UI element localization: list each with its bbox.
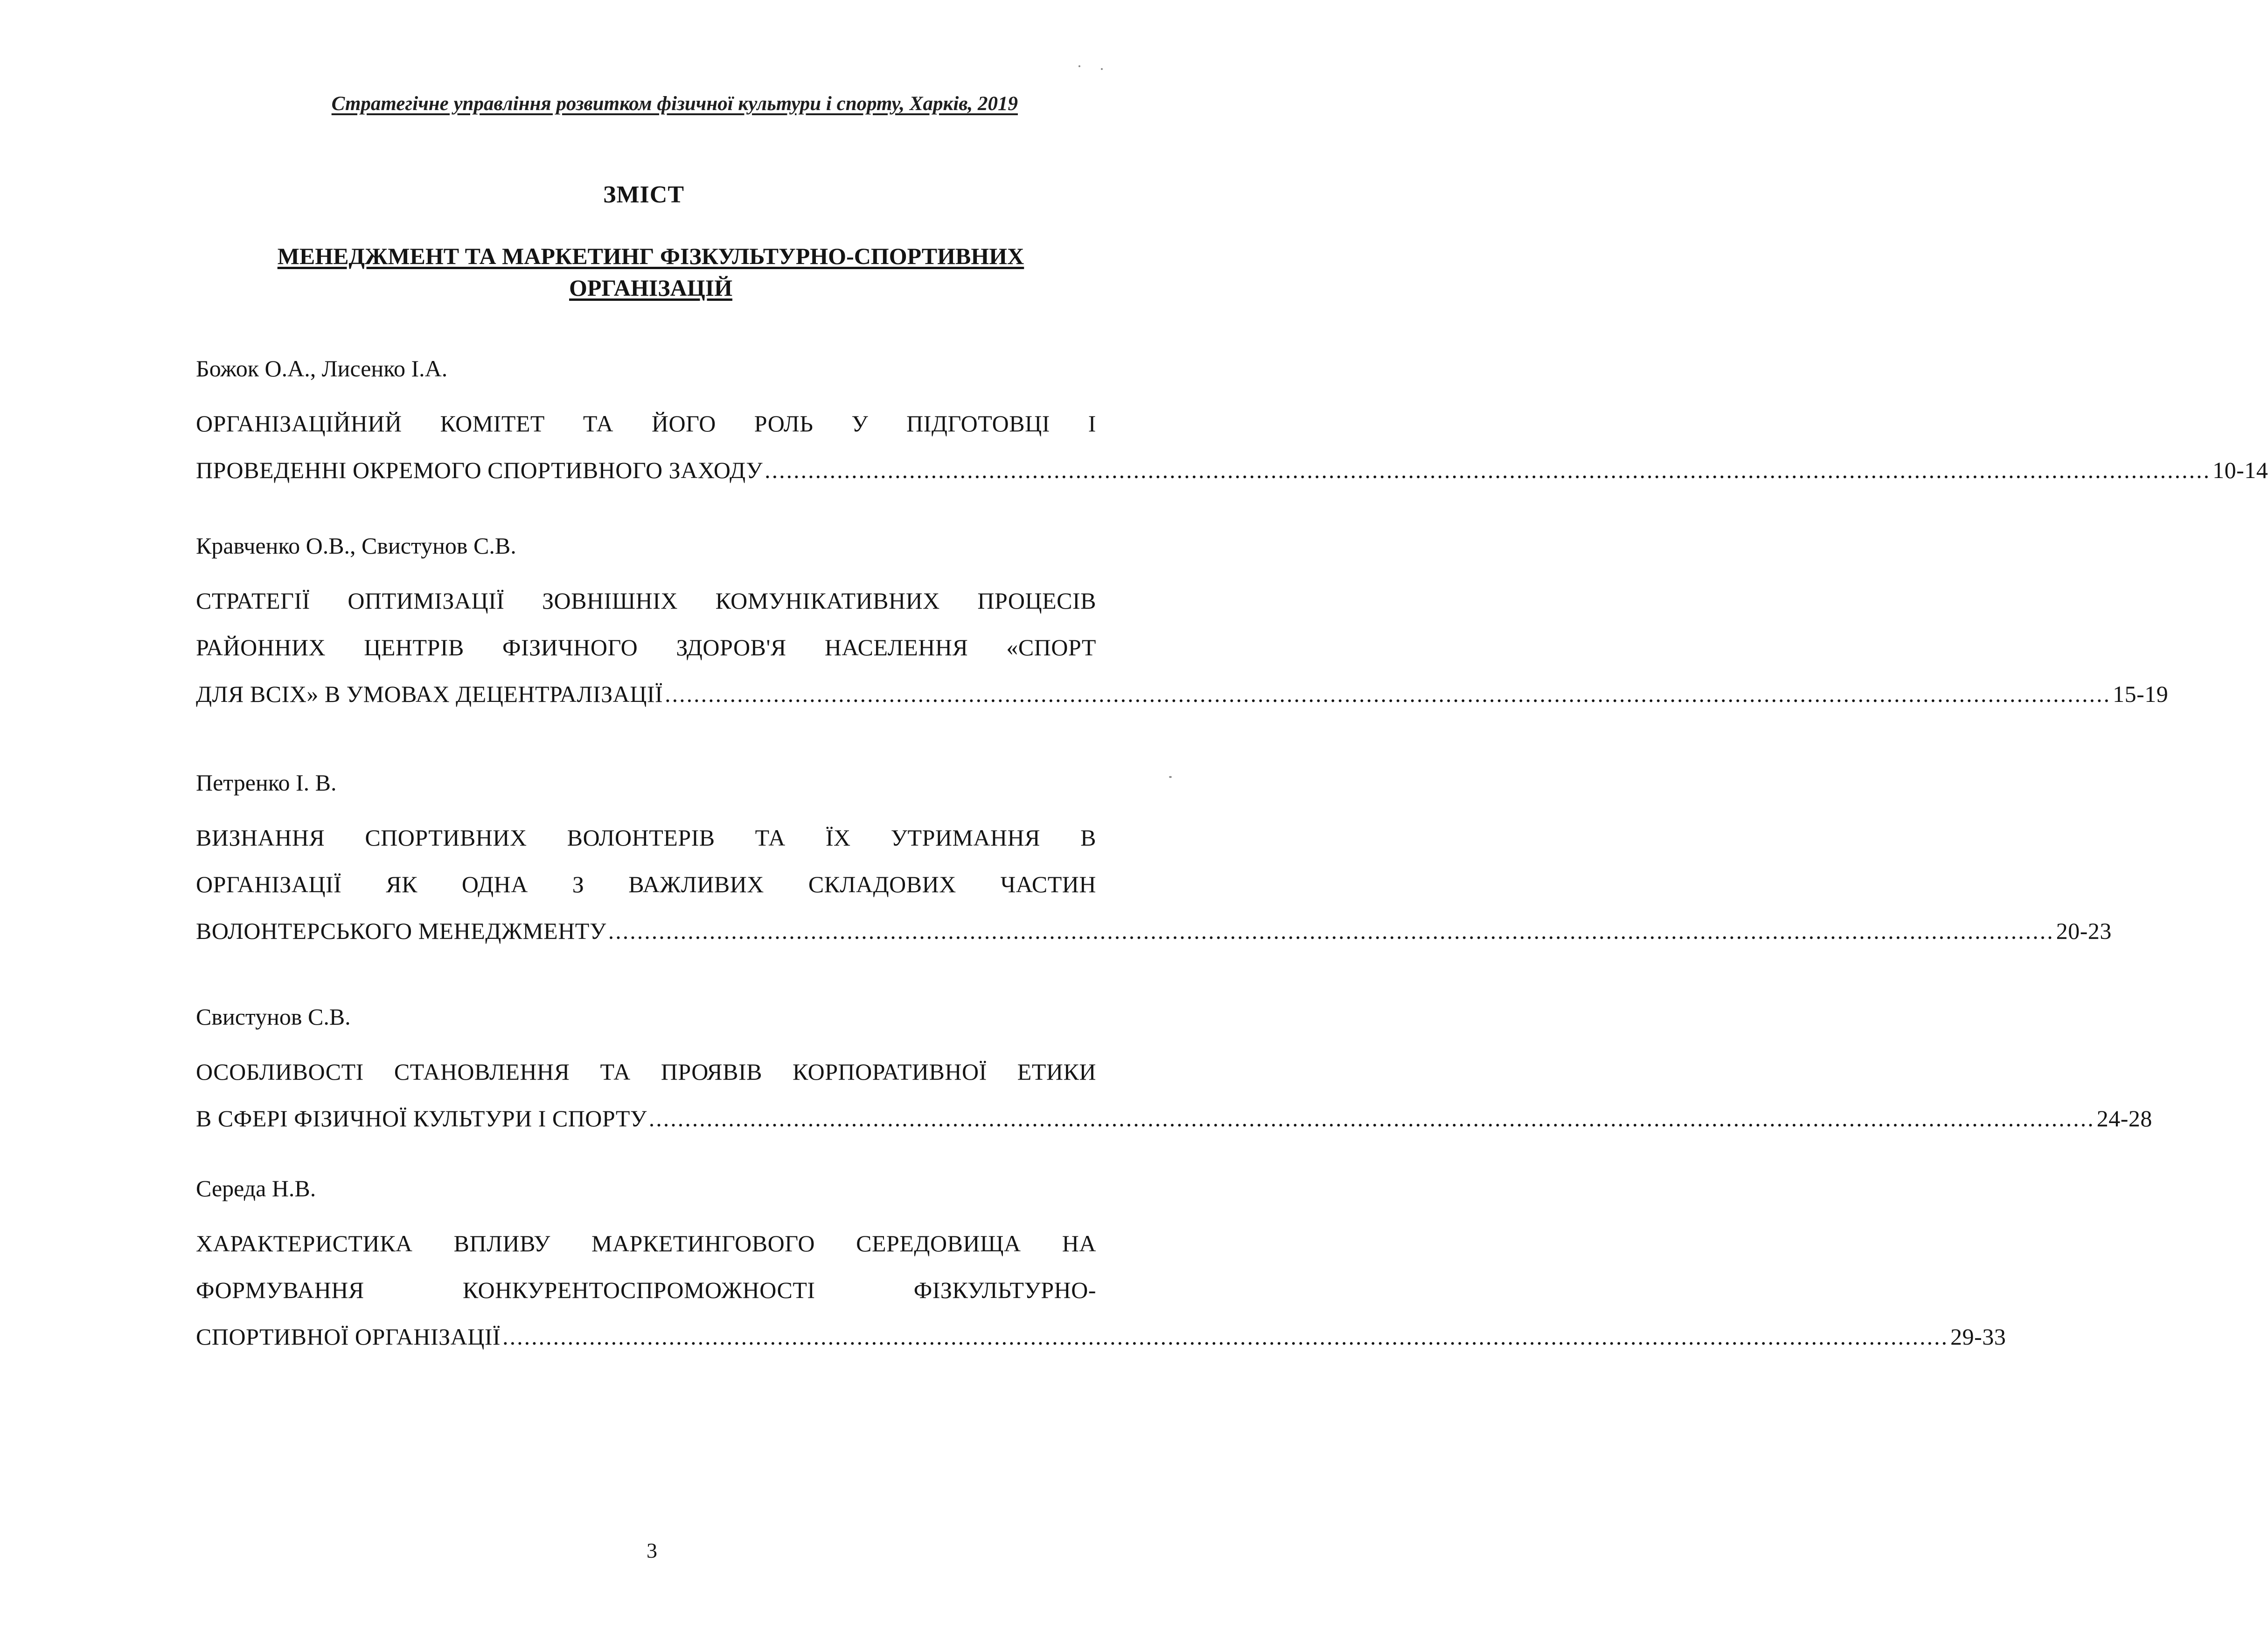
entry-title-word: КОМУНІКАТИВНИХ xyxy=(715,588,940,614)
entry-title-text: СПОРТИВНОЇ ОРГАНІЗАЦІЇ xyxy=(196,1324,501,1350)
toc-entry xyxy=(196,354,2268,493)
entry-title-text: ВОЛОНТЕРСЬКОГО МЕНЕДЖМЕНТУ xyxy=(196,918,606,944)
scan-speck xyxy=(1078,65,1080,67)
toc-entry xyxy=(196,1174,2006,1360)
page-range: 29-33 xyxy=(1950,1324,2006,1350)
entry-title-word: РАЙОННИХ xyxy=(196,634,326,660)
entry-title-word: ЇХ xyxy=(825,825,851,851)
dot-leader: ........................................................................................................................................................................................................ xyxy=(502,1324,1949,1350)
entry-title-word: ЙОГО xyxy=(651,410,716,437)
entry-title-word: ФІЗКУЛЬТУРНО- xyxy=(913,1277,1096,1303)
section-heading-line-2: ОРГАНІЗАЦІЙ xyxy=(569,275,732,301)
entry-title-word: КОНКУРЕНТОСПРОМОЖНОСТІ xyxy=(462,1277,815,1303)
dot-leader: ........................................................................................................................................................................................................ xyxy=(608,918,2054,944)
entry-title-word: ОРГАНІЗАЦІЙНИЙ xyxy=(196,410,402,437)
entry-title-word: НА xyxy=(1062,1230,1096,1256)
entry-authors: Божок О.А., Лисенко І.А. xyxy=(196,355,448,382)
entry-title-word: ТА xyxy=(600,1059,631,1085)
entry-title-word: КОРПОРАТИВНОЇ xyxy=(793,1059,987,1085)
entry-title-word: ВАЖЛИВИХ xyxy=(628,871,764,897)
dot-leader: ........................................................................................................................................................................................................ xyxy=(765,457,2211,483)
entry-title-word: СПОРТИВНИХ xyxy=(365,825,527,851)
entry-title-word: ПІДГОТОВЦІ xyxy=(906,410,1050,437)
entry-title-word: ЗОВНІШНІХ xyxy=(542,588,678,614)
entry-title-line xyxy=(196,1267,1096,1313)
dot-leader: ........................................................................................................................................................................................................ xyxy=(648,1105,2095,1131)
page-range: 15-19 xyxy=(2113,681,2169,707)
entry-title-line xyxy=(196,400,1096,447)
entry-title-word: У xyxy=(851,410,869,437)
entry-title-word: ЕТИКИ xyxy=(1017,1059,1096,1085)
entry-title-word: ЯК xyxy=(386,871,417,897)
entry-title-word: КОМІТЕТ xyxy=(440,410,545,437)
entry-title-word: ФОРМУВАННЯ xyxy=(196,1277,364,1303)
section-heading-line-1: МЕНЕДЖМЕНТ ТА МАРКЕТИНГ ФІЗКУЛЬТУРНО-СПОРТИВНИХ xyxy=(277,243,1024,269)
section-heading xyxy=(201,240,1101,304)
dot-leader: ........................................................................................................................................................................................................ xyxy=(665,681,2111,707)
entry-title-word: ТА xyxy=(583,410,614,437)
entry-title-word: ХАРАКТЕРИСТИКА xyxy=(196,1230,413,1256)
entry-title-word: ОСОБЛИВОСТІ xyxy=(196,1059,364,1085)
entry-title-last-line xyxy=(196,447,2268,493)
entry-title-word: СКЛАДОВИХ xyxy=(808,871,956,897)
entry-title-last-line xyxy=(196,908,2112,954)
entry-title-word: ЗДОРОВ'Я xyxy=(676,634,786,660)
page-range: 20-23 xyxy=(2056,918,2112,944)
entry-title-word: СТАНОВЛЕННЯ xyxy=(394,1059,570,1085)
entry-title-line xyxy=(196,1220,1096,1267)
toc-entry xyxy=(196,769,2112,954)
entry-title-word: УТРИМАННЯ xyxy=(891,825,1041,851)
contents-title: ЗМІСТ xyxy=(603,181,684,208)
page-number: 3 xyxy=(647,1539,657,1562)
toc-entry xyxy=(196,1003,2152,1142)
entry-title-word: ПРОЦЕСІВ xyxy=(977,588,1096,614)
entry-title-word: «СПОРТ xyxy=(1006,634,1096,660)
entry-title-word: НАСЕЛЕННЯ xyxy=(824,634,968,660)
entry-title-word: ОРГАНІЗАЦІЇ xyxy=(196,871,342,897)
entry-title-last-line xyxy=(196,1313,2006,1360)
entry-title-line xyxy=(196,577,1096,624)
entry-title-line xyxy=(196,624,1096,671)
page-range: 10-14 xyxy=(2212,457,2268,483)
entry-title-word: МАРКЕТИНГОВОГО xyxy=(591,1230,815,1256)
scan-speck xyxy=(1101,68,1103,70)
entry-title-text: ДЛЯ ВСІХ» В УМОВАХ ДЕЦЕНТРАЛІЗАЦІЇ xyxy=(196,681,663,707)
entry-title-word: СЕРЕДОВИЩА xyxy=(856,1230,1021,1256)
entry-title-word: ЧАСТИН xyxy=(1000,871,1096,897)
entry-title-word: СТРАТЕГІЇ xyxy=(196,588,310,614)
entry-title-line xyxy=(196,861,1096,908)
entry-title-word: ВПЛИВУ xyxy=(453,1230,550,1256)
entry-title-word: ЦЕНТРІВ xyxy=(364,634,464,660)
entry-authors: Петренко І. В. xyxy=(196,770,337,796)
entry-authors: Свистунов С.В. xyxy=(196,1004,351,1030)
entry-title-word: ОДНА xyxy=(461,871,528,897)
scan-speck xyxy=(1169,776,1172,778)
entry-title-line xyxy=(196,1048,1096,1095)
entry-title-last-line xyxy=(196,671,2169,717)
entry-title-word: ПРОЯВІВ xyxy=(661,1059,762,1085)
toc-entry xyxy=(196,532,2169,717)
page-range: 24-28 xyxy=(2096,1105,2152,1131)
entry-title-line xyxy=(196,814,1096,861)
running-header: Стратегічне управління розвитком фізичної культури і спорту, Харків, 2019 xyxy=(331,93,1018,115)
entry-authors: Середа Н.В. xyxy=(196,1175,316,1201)
entry-title-text: В СФЕРІ ФІЗИЧНОЇ КУЛЬТУРИ І СПОРТУ xyxy=(196,1105,647,1131)
entry-title-word: З xyxy=(572,871,584,897)
entry-authors: Кравченко О.В., Свистунов С.В. xyxy=(196,533,516,559)
entry-title-word: ОПТИМІЗАЦІЇ xyxy=(348,588,505,614)
entry-title-word: І xyxy=(1088,410,1096,437)
entry-title-word: ВИЗНАННЯ xyxy=(196,825,325,851)
entry-title-word: ВОЛОНТЕРІВ xyxy=(567,825,715,851)
entry-title-text: ПРОВЕДЕННІ ОКРЕМОГО СПОРТИВНОГО ЗАХОДУ xyxy=(196,457,763,483)
entry-title-word: В xyxy=(1080,825,1096,851)
entry-title-word: РОЛЬ xyxy=(754,410,814,437)
entry-title-word: ФІЗИЧНОГО xyxy=(502,634,638,660)
entry-title-word: ТА xyxy=(755,825,786,851)
entry-title-last-line xyxy=(196,1095,2152,1142)
